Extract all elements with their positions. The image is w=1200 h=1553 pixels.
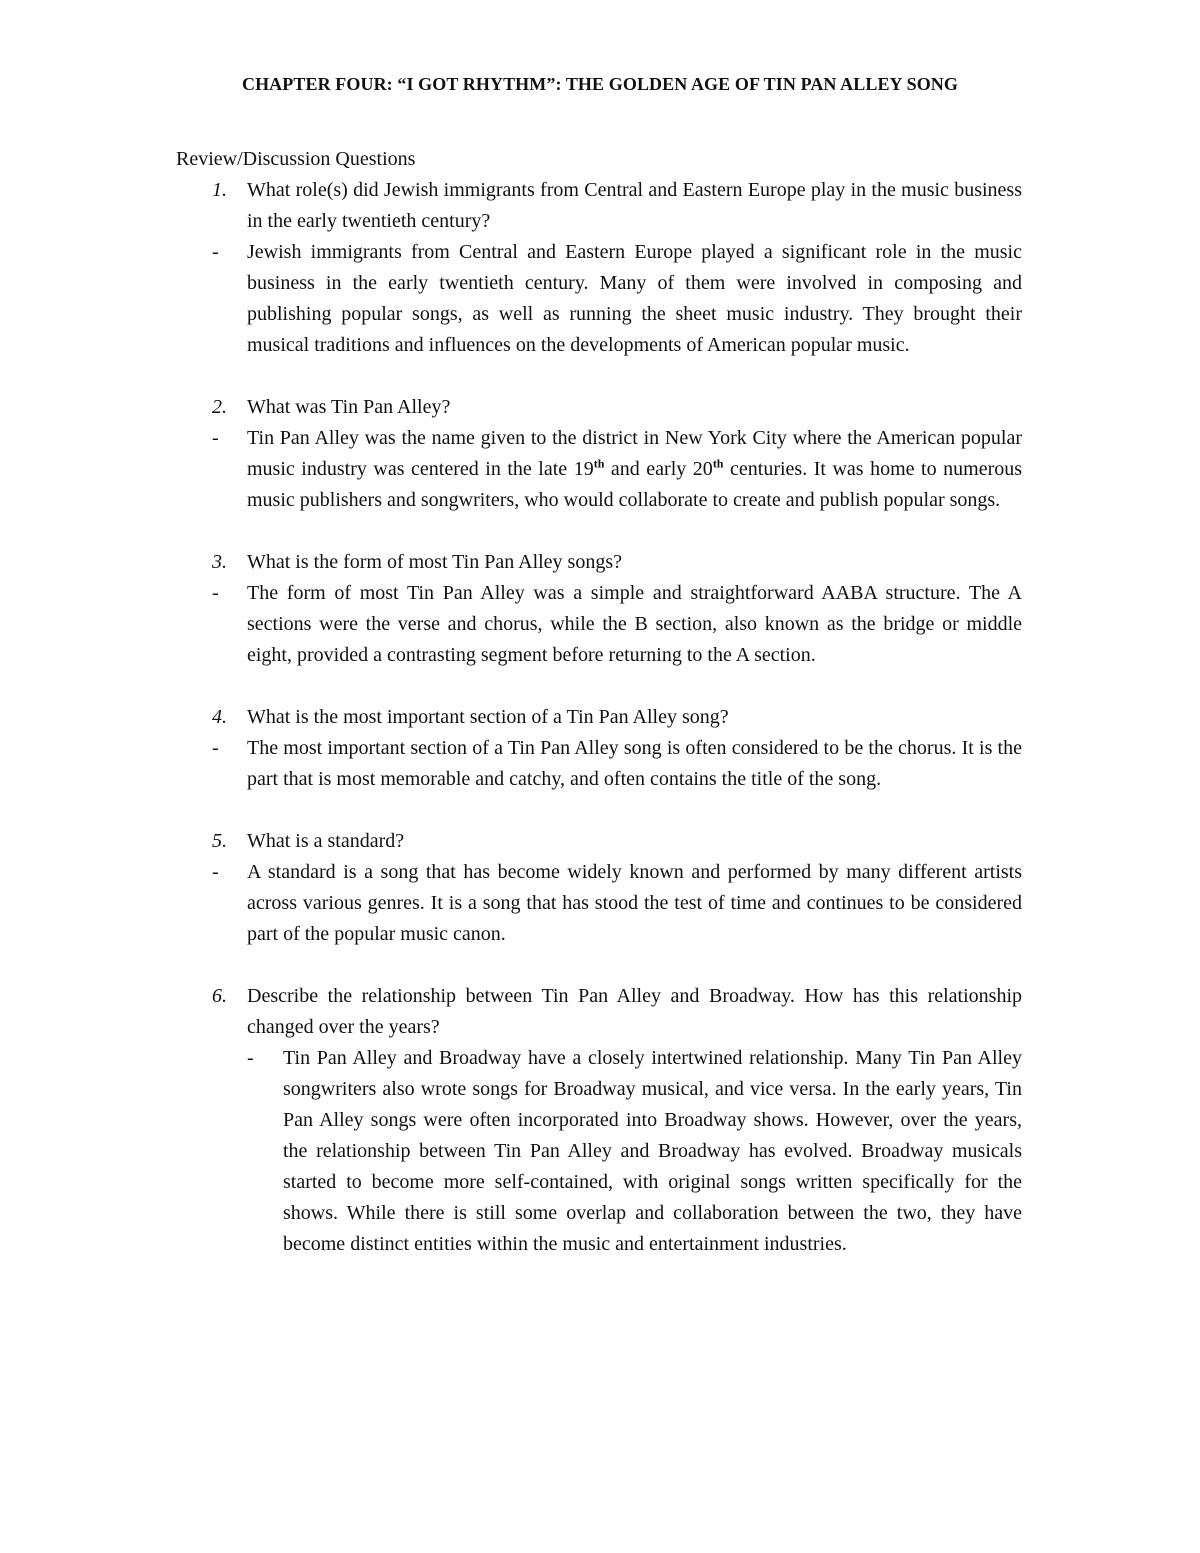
- question-text: What role(s) did Jewish immigrants from Central and Eastern Europe play in the music business in the early twentieth century?: [247, 179, 1022, 232]
- question-list: [176, 175, 1022, 1260]
- answer-text: Tin Pan Alley and Broadway have a closely intertwined relationship. Many Tin Pan Alley songwriters also wrote songs for Broadway musical, and vice versa. In the early years, Tin Pan Alley songs were often incorporated into Broadway shows. However, over the years, the relationship between Tin Pan Alley and Broadway has evolved. Broadway musicals started to become more self-contained, with original songs written specifically for the shows. While there is still some overlap and collaboration between the two, they have become distinct entities within the music and entertainment industries.: [283, 1047, 1022, 1255]
- question-1: [176, 175, 1022, 237]
- section-heading: Review/Discussion Questions: [176, 148, 416, 170]
- question-3: [176, 547, 1022, 578]
- question-text: What is the form of most Tin Pan Alley songs?: [247, 551, 622, 573]
- question-text: Describe the relationship between Tin Pan Alley and Broadway. How has this relationship changed over the years?: [247, 985, 1022, 1038]
- answer-text-part-1: Tin Pan Alley was the name given to the district in New York City where the American popular music industry was centered in the late 19: [247, 427, 1022, 480]
- chapter-title: CHAPTER FOUR: “I GOT RHYTHM”: THE GOLDEN AGE OF TIN PAN ALLEY SONG: [241, 74, 959, 94]
- question-number: 1.: [212, 179, 227, 201]
- question-number: 2.: [212, 396, 227, 418]
- ordinal-superscript: th: [593, 456, 605, 471]
- question-number: 3.: [212, 551, 227, 573]
- answer-1: [176, 237, 1022, 361]
- answer-text: A standard is a song that has become widely known and performed by many different artists across various genres. It is a song that has stood the test of time and continues to be considered part of the popular music canon.: [247, 861, 1022, 945]
- question-2: [176, 392, 1022, 423]
- question-6: [176, 981, 1022, 1043]
- answer-bullet: -: [247, 1047, 254, 1069]
- answer-3: [176, 578, 1022, 671]
- question-number: 4.: [212, 706, 227, 728]
- answer-2: [176, 423, 1022, 516]
- question-block-4: [176, 702, 1022, 795]
- question-text: What is the most important section of a Tin Pan Alley song?: [247, 706, 729, 728]
- question-text: What was Tin Pan Alley?: [247, 396, 451, 418]
- answer-4: [176, 733, 1022, 795]
- question-text: What is a standard?: [247, 830, 405, 852]
- answer-text-part-2: and early 20: [604, 458, 713, 480]
- question-block-1: [176, 175, 1022, 361]
- question-block-3: [176, 547, 1022, 671]
- question-number: 5.: [212, 830, 227, 852]
- answer-text: The form of most Tin Pan Alley was a simple and straightforward AABA structure. The A sections were the verse and chorus, while the B section, also known as the bridge or middle eight, provided a contrasting segment before returning to the A section.: [247, 582, 1022, 666]
- answer-text: The most important section of a Tin Pan Alley song is often considered to be the chorus. It is the part that is most memorable and catchy, and often contains the title of the song.: [247, 737, 1022, 790]
- answer-bullet: -: [212, 241, 219, 263]
- ordinal-superscript: th: [712, 456, 724, 471]
- answer-text: Jewish immigrants from Central and Eastern Europe played a significant role in the music business in the early twentieth century. Many of them were involved in composing and publishing popular songs, as well as running the sheet music industry. They brought their musical traditions and influences on the developments of American popular music.: [247, 241, 1022, 356]
- answer-5: [176, 857, 1022, 950]
- question-5: [176, 826, 1022, 857]
- question-number: 6.: [212, 985, 227, 1007]
- answer-text-part-3: centuries. It was home to numerous music publishers and songwriters, who would collaborate to create and publish popular songs.: [247, 458, 1023, 511]
- answer-bullet: -: [212, 737, 219, 759]
- question-4: [176, 702, 1022, 733]
- question-block-6: [176, 981, 1022, 1260]
- answer-bullet: -: [212, 582, 219, 604]
- question-block-5: [176, 826, 1022, 950]
- answer-6: [176, 1043, 1022, 1260]
- question-block-2: [176, 392, 1022, 516]
- answer-bullet: -: [212, 861, 219, 883]
- answer-bullet: -: [212, 427, 219, 449]
